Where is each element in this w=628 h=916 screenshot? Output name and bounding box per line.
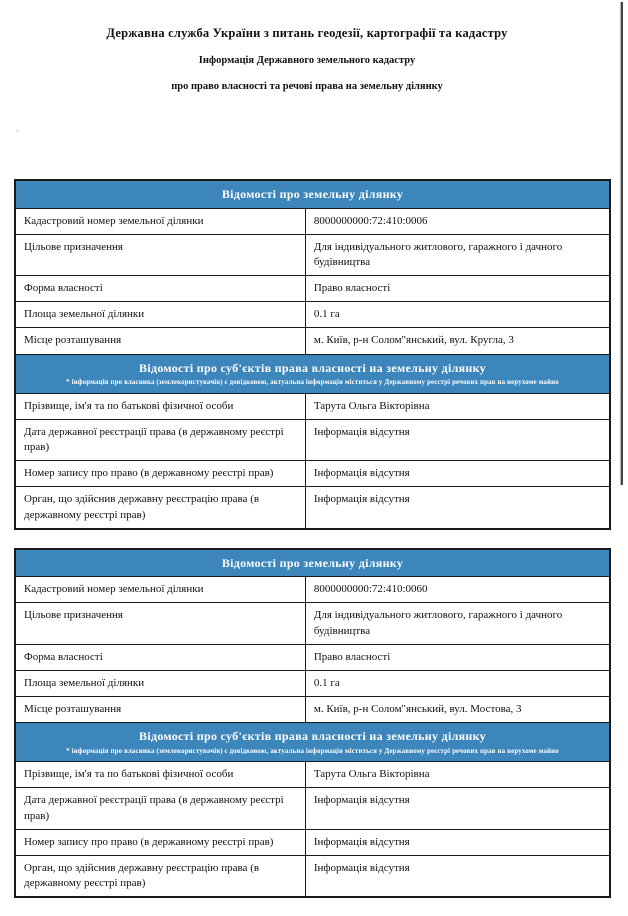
field-label-cell: Форма власності [15,276,305,302]
table-row [15,419,610,460]
field-label-cell: Площа земельної ділянки [15,302,305,328]
land-parcel-table-2 [14,548,611,899]
field-label-cell: Цільове призначення [15,234,305,275]
field-value-cell: м. Київ, р-н Солом"янський, вул. Мостова, 3 [305,697,610,723]
section-header-cell [15,180,610,208]
section-header-cell [15,723,610,762]
document-header [0,0,614,92]
section-header-cell [15,549,610,577]
table-row [15,603,610,644]
section-note: * інформація про власника (землекористувачів) є довідковою, актуальна інформація міститься у Державному реєстрі речових прав на нерухоме майно [66,747,559,755]
table-row [15,393,610,419]
field-label-cell: Прізвище, ім'я та по батькові фізичної особи [15,393,305,419]
table-row [15,461,610,487]
field-label-cell: Номер запису про право (в державному реєстрі прав) [15,461,305,487]
table-row [15,697,610,723]
field-value-cell: Для індивідуального житлового, гаражного і дачного будівництва [305,234,610,275]
table-row [15,276,610,302]
table-row [15,788,610,829]
section-header-cell [15,354,610,393]
field-label-cell: Дата державної реєстрації права (в державному реєстрі прав) [15,419,305,460]
field-value-cell: 0.1 га [305,670,610,696]
field-value-cell: Тарута Ольга Вікторівна [305,762,610,788]
field-value-cell: Інформація відсутня [305,419,610,460]
field-label-cell: Номер запису про право (в державному реєстрі прав) [15,829,305,855]
section-header-row [15,354,610,393]
table-row [15,208,610,234]
page-title: Державна служба України з питань геодезії, картографії та кадастру [106,26,508,40]
table-row [15,856,610,898]
section-title: Відомості про суб'єктів права власності на земельну ділянку [139,729,486,744]
table-row [15,829,610,855]
field-label-cell: Орган, що здійснив державну реєстрацію права (в державному реєстрі прав) [15,856,305,898]
section-header-row [15,723,610,762]
section-note: * інформація про власника (землекористувачів) є довідковою, актуальна інформація міститься у Державному реєстрі речових прав на нерухоме майно [66,379,559,387]
table-row [15,670,610,696]
field-value-cell: Інформація відсутня [305,461,610,487]
field-value-cell: Інформація відсутня [305,829,610,855]
page-subtitle-rights: про право власності та речові права на земельну ділянку [171,81,443,92]
field-value-cell: 0.1 га [305,302,610,328]
table-row [15,234,610,275]
field-value-cell: Право власності [305,276,610,302]
page-subtitle-registry: Інформація Державного земельного кадастру [198,55,416,66]
field-label-cell: Місце розташування [15,328,305,354]
section-title: Відомості про земельну ділянку [221,555,404,570]
table-row [15,762,610,788]
table-row [15,328,610,354]
field-value-cell: 8000000000:72:410:0060 [305,577,610,603]
field-label-cell: Дата державної реєстрації права (в державному реєстрі прав) [15,788,305,829]
table-row [15,487,610,529]
field-label-cell: Місце розташування [15,697,305,723]
field-label-cell: Орган, що здійснив державну реєстрацію права (в державному реєстрі прав) [15,487,305,529]
section-header-row [15,180,610,208]
field-value-cell: 8000000000:72:410:0006 [305,208,610,234]
section-title: Відомості про суб'єктів права власності на земельну ділянку [139,360,486,375]
table-row [15,644,610,670]
frame-edge-line [620,2,623,485]
section-header-row [15,549,610,577]
field-value-cell: Інформація відсутня [305,788,610,829]
field-label-cell: Площа земельної ділянки [15,670,305,696]
field-value-cell: Право власності [305,644,610,670]
table-row [15,302,610,328]
field-value-cell: Інформація відсутня [305,856,610,898]
field-label-cell: Прізвище, ім'я та по батькові фізичної особи [15,762,305,788]
table-row [15,577,610,603]
land-parcel-table-1 [14,179,611,530]
field-value-cell: Інформація відсутня [305,487,610,529]
field-label-cell: Кадастровий номер земельної ділянки [15,577,305,603]
field-label-cell: Форма власності [15,644,305,670]
page-speck [16,129,19,132]
field-value-cell: Для індивідуального житлового, гаражного і дачного будівництва [305,603,610,644]
field-value-cell: Тарута Ольга Вікторівна [305,393,610,419]
field-label-cell: Кадастровий номер земельної ділянки [15,208,305,234]
field-value-cell: м. Київ, р-н Солом"янський, вул. Кругла, 3 [305,328,610,354]
tables-container [14,179,611,916]
field-label-cell: Цільове призначення [15,603,305,644]
section-title: Відомості про земельну ділянку [221,187,404,201]
